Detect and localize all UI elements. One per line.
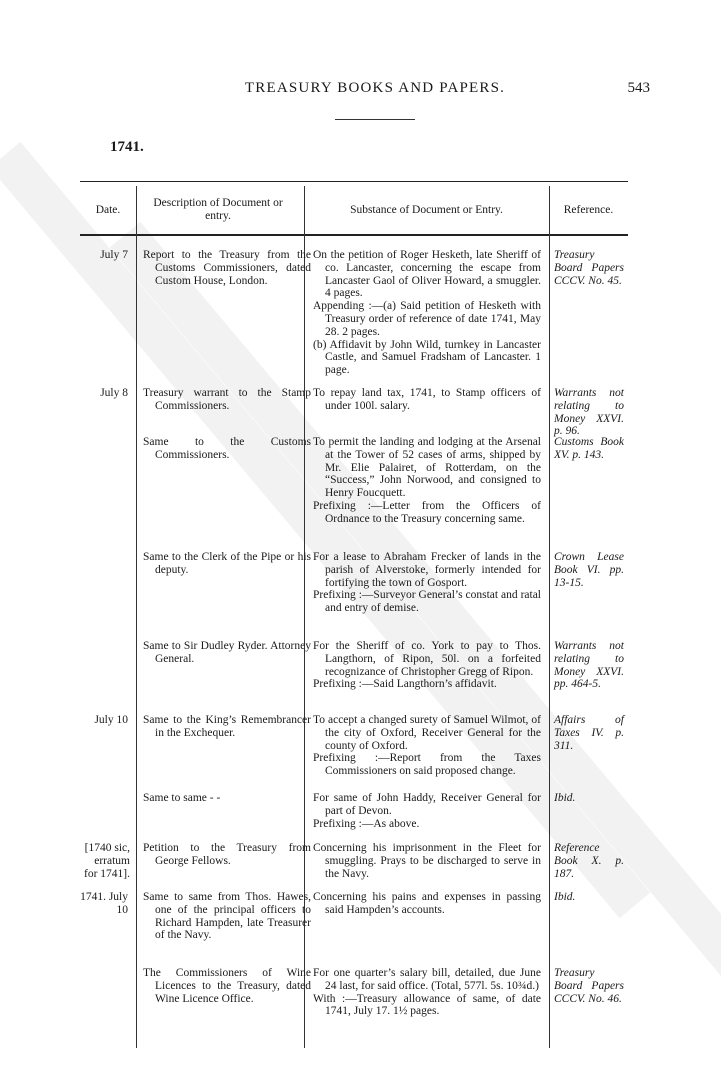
substance-paragraph: On the petition of Roger Hesketh, late Sheriff of co. Lancaster, concerning the escape from Lancaster Gaol of Oliver Howard, a smuggler. 4 pages.: [313, 249, 541, 300]
substance-paragraph: Appending :—(a) Said petition of Hesketh with Treasury order of reference of date 1741, May 28. 2 pages.: [313, 300, 541, 338]
substance-paragraph: Prefixing :—As above.: [313, 817, 420, 830]
substance-paragraph: To accept a changed surety of Samuel Wilmot, of the city of Oxford, Receiver General for the county of Oxford.: [313, 714, 541, 752]
column-divider: [549, 186, 550, 1048]
entry-substance: [313, 551, 541, 615]
year-heading: 1741.: [110, 139, 144, 155]
entry-reference: Treasury Board Papers CCCV. No. 45.: [554, 249, 624, 287]
entry-description: Same to same - -: [143, 792, 221, 804]
entry-substance: [313, 436, 541, 526]
column-header-date: Date.: [95, 203, 121, 216]
substance-paragraph: For same of John Haddy, Receiver General for part of Devon.: [313, 792, 541, 817]
entry-reference: Customs Book XV. p. 143.: [554, 436, 624, 461]
entry-reference: Crown Lease Book VI. pp. 13-15.: [554, 551, 624, 589]
entry-description: Same to same from Thos. Hawes, one of the principal officers to Richard Hampden, late Treasurer of the Navy.: [143, 891, 311, 942]
entry-substance: [313, 967, 541, 1018]
entry-substance: [313, 387, 541, 413]
header-divider: [335, 119, 415, 120]
entry-date: July 10: [94, 714, 128, 726]
entry-substance: [313, 792, 541, 830]
entry-description: Same to the Customs Commissioners.: [143, 436, 311, 461]
entry-reference: Treasury Board Papers CCCV. No. 46.: [554, 967, 624, 1005]
column-divider: [136, 186, 137, 1048]
entry-substance: [313, 891, 541, 917]
entry-reference: Warrants not relating to Money XXVI. p. 96.: [554, 387, 624, 438]
entry-description: The Commissioners of Wine Licences to the Treasury, dated Wine Licence Office.: [143, 967, 311, 1005]
entry-description: Report to the Treasury from the Customs Commissioners, dated Custom House, London.: [143, 249, 311, 287]
entry-substance: [313, 249, 541, 377]
entry-description: Same to Sir Dudley Ryder. Attorney General.: [143, 640, 311, 665]
substance-paragraph: (b) Affidavit by John Wild, turnkey in Lancaster Castle, and Samuel Fradsham of Lancaster. 1 page.: [313, 338, 541, 377]
entry-reference: Ibid.: [554, 792, 576, 804]
substance-paragraph: For one quarter’s salary bill, detailed, due June 24 last, for said office. (Total, 577l. 5s. 10¾d.): [313, 967, 541, 992]
entry-reference: Ibid.: [554, 891, 576, 903]
entry-description: Same to the Clerk of the Pipe or his deputy.: [143, 551, 311, 576]
table-top-rule: [80, 181, 628, 182]
substance-paragraph: Prefixing :—Said Langthorn’s affidavit.: [313, 678, 497, 691]
table-header-rule: [80, 234, 628, 236]
column-header-reference: Reference.: [563, 203, 614, 216]
substance-paragraph: Prefixing :—Surveyor General’s constat and ratal and entry of demise.: [313, 589, 541, 615]
entry-description: Treasury warrant to the Stamp Commissioners.: [143, 387, 311, 412]
entry-reference: Affairs of Taxes IV. p. 311.: [554, 714, 624, 752]
substance-paragraph: For the Sheriff of co. York to pay to Thos. Langthorn, of Ripon, 50l. on a forfeited recognizance of Christopher Gregg of Ripon.: [313, 640, 541, 678]
entry-reference: Reference Book X. p. 187.: [554, 842, 624, 880]
entry-date: [1740 sic, erratum for 1741].: [84, 842, 130, 880]
entry-date: July 8: [100, 387, 128, 399]
substance-paragraph: To repay land tax, 1741, to Stamp officers of under 100l. salary.: [313, 387, 541, 412]
entry-substance: [313, 640, 541, 691]
entry-substance: [313, 842, 541, 880]
substance-paragraph: Prefixing :—Letter from the Officers of Ordnance to the Treasury concerning same.: [313, 499, 541, 525]
entry-date: July 7: [100, 249, 128, 261]
column-header-substance: Substance of Document or Entry.: [350, 203, 503, 216]
substance-paragraph: Concerning his imprisonment in the Fleet for smuggling. Prays to be discharged to serve in the Navy.: [313, 842, 541, 880]
substance-paragraph: Concerning his pains and expenses in passing said Hampden’s accounts.: [313, 891, 541, 916]
entry-description: Petition to the Treasury from George Fellows.: [143, 842, 311, 867]
substance-paragraph: Prefixing :—Report from the Taxes Commissioners on said proposed change.: [313, 752, 541, 778]
entry-description: Same to the King’s Remembrancer in the Exchequer.: [143, 714, 311, 739]
page-number: 543: [627, 80, 650, 96]
entry-date: 1741. July 10: [80, 891, 128, 916]
substance-paragraph: With :—Treasury allowance of same, of date 1741, July 17. 1½ pages.: [313, 992, 541, 1018]
entry-substance: [313, 714, 541, 778]
substance-paragraph: To permit the landing and lodging at the Arsenal at the Tower of 52 cases of arms, shipped by Mr. Elie Palairet, of Rotterdam, on the “Success,” John Norwood, and consigned to Henry Foucquett.: [313, 436, 541, 500]
column-header-description: Description of Document or entry.: [153, 197, 283, 222]
substance-paragraph: For a lease to Abraham Frecker of lands in the parish of Alverstoke, formerly intended for fortifying the town of Gosport.: [313, 551, 541, 589]
running-header-title: TREASURY BOOKS AND PAPERS.: [244, 80, 506, 96]
entry-reference: Warrants not relating to Money XXVI. pp. 464-5.: [554, 640, 624, 691]
